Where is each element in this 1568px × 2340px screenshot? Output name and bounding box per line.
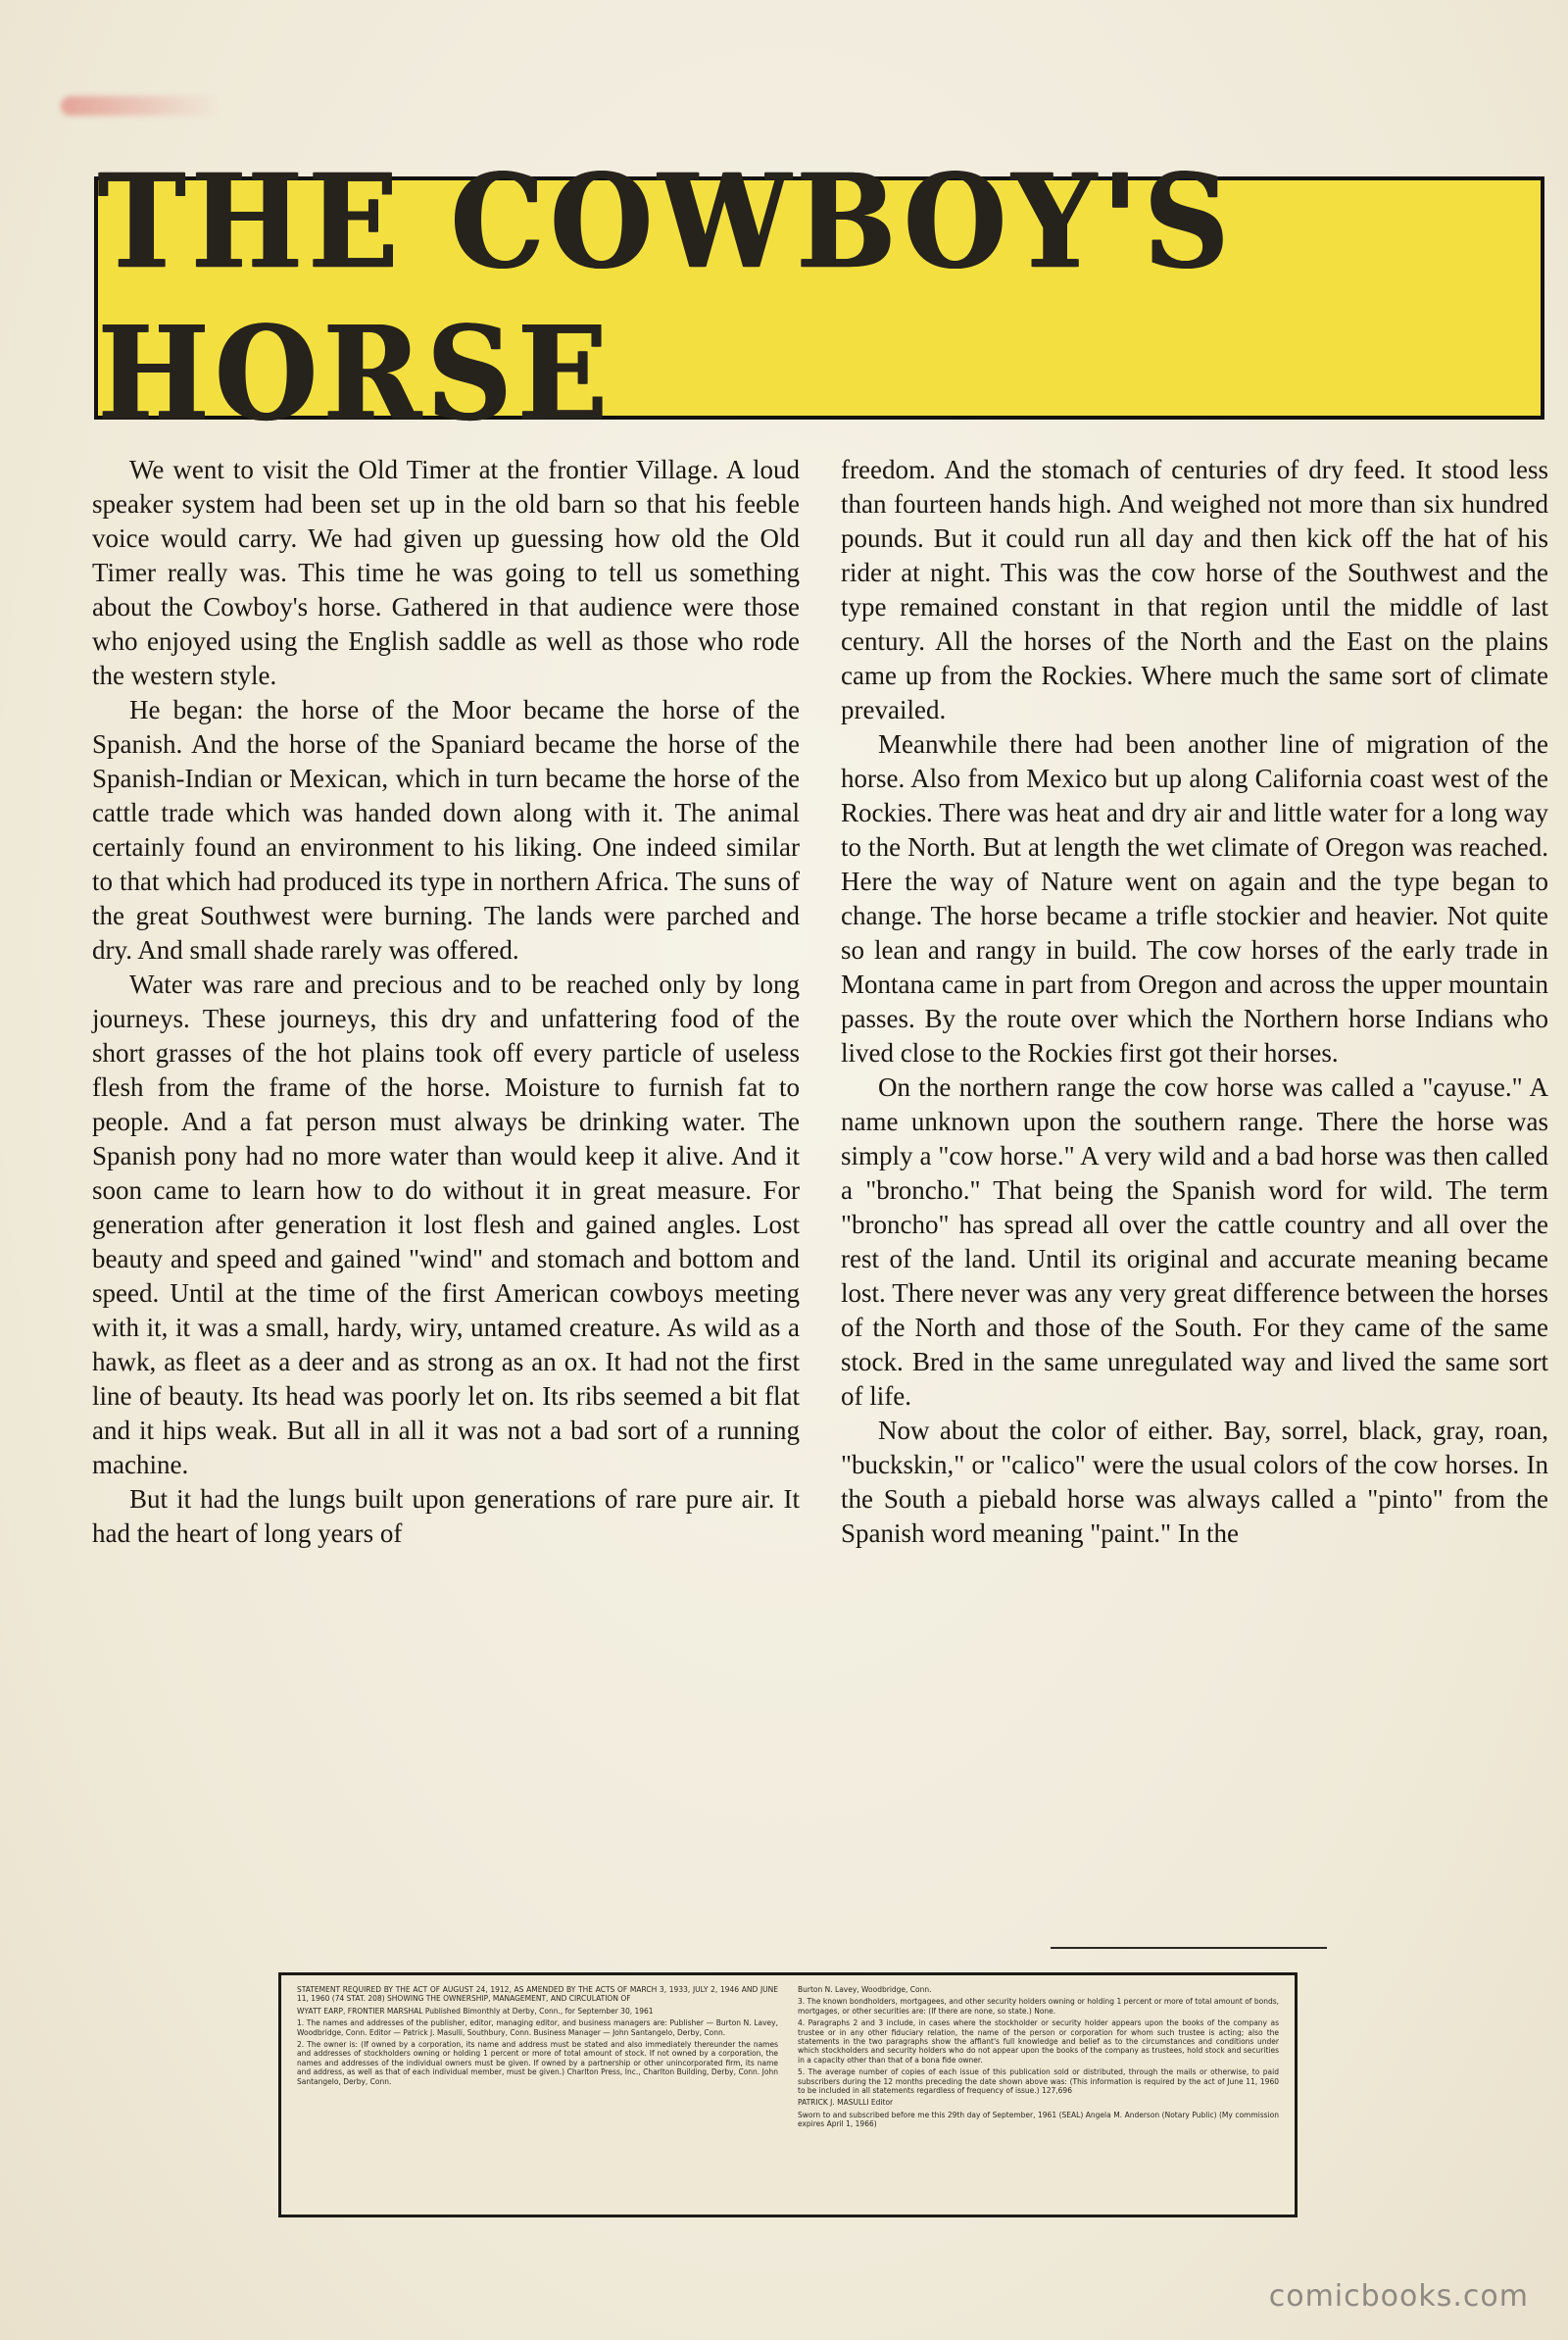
paragraph: Now about the color of either. Bay, sorrel, black, gray, roan, "buckskin," or "calico" were the usual colors of the cow horses. In the South a piebald horse was always called a "pinto" from the Spanish word meaning "paint." In the [841, 1416, 1548, 1548]
paragraph: We went to visit the Old Timer at the frontier Village. A loud speaker system had been set up in the old barn so that his feeble voice would carry. We had given up guessing how old the Old Timer really was. This time he was going to tell us something about the Cowboy's horse. Gathered in that audience were those who enjoyed using the English saddle as well as those who rode the western style. [92, 455, 800, 690]
title-banner [94, 145, 1544, 451]
ownership-statement-box [278, 1972, 1298, 2217]
paragraph: freedom. And the stomach of centuries of dry feed. It stood less than fourteen hands high. And weighed not more than six hundred pounds. But it could run all day and then kick off the hat of his rider at night. This was the cow horse of the Southwest and the type remained constant in that region until the middle of last century. All the horses of the North and the East on the plains came up from the Rockies. Where much the same sort of climate prevailed. [841, 455, 1548, 724]
paragraph: Meanwhile there had been another line of migration of the horse. Also from Mexico but up along California coast west of the Rockies. There was heat and dry air and little water for a long way to the North. But at length the wet climate of Oregon was reached. Here the way of Nature went on again and the type began to change. The horse became a trifle stockier and heavier. Not quite so lean and rangy in build. The cow horses of the early trade in Montana came in part from Oregon and across the upper mountain passes. By the route over which the Northern horse Indians who lived close to the Rockies first got their horses. [841, 729, 1548, 1068]
statement-text: 5. The average number of copies of each issue of this publication sold or distributed, through the mails or otherwise, to paid subscribers during the 12 months preceding the date shown above was: (This information is required by the act of June 11, 1960 to be included in all statements regardless of frequency of issue.) 127,696 [798, 2067, 1279, 2096]
page-title: THE COWBOY'S HORSE [98, 145, 1235, 451]
end-rule-divider [1051, 1947, 1327, 1949]
statement-column-right [798, 1985, 1279, 2205]
statement-text: STATEMENT REQUIRED BY THE ACT OF AUGUST 24, 1912, AS AMENDED BY THE ACTS OF MARCH 3, 1933, JULY 2, 1946 AND JUNE 11, 1960 (74 STAT. 208) SHOWING THE OWNERSHIP, MANAGEMENT, AND CIRCULATION OF [297, 1985, 778, 2004]
paragraph: On the northern range the cow horse was called a "cayuse." A name unknown upon the southern range. There the horse was simply a "cow horse." A very wild and a bad horse was then called a "broncho." That being the Spanish word for wild. The term "broncho" has spread all over the cattle country and all over the rest of the land. Until its original and accurate meaning became lost. There never was any very great difference between the horses of the North and those of the South. For they came of the same stock. Bred in the same unregulated way and lived the same sort of life. [841, 1072, 1548, 1411]
statement-text: Burton N. Lavey, Woodbridge, Conn. [798, 1985, 932, 1994]
statement-column-left [297, 1985, 778, 2205]
statement-text: 4. Paragraphs 2 and 3 include, in cases where the stockholder or security holder appears upon the books of the company as trustee or in any other fiduciary relation, the name of the person or corporation for whom such trustee is acting; also the statements in the two paragraphs show the affiant's full knowledge and belief as to the circumstances and conditions under which stockholders and security holders who do not appear upon the books of the company as trustees, hold stock and securities in a capacity other than that of a bona fide owner. [798, 2018, 1279, 2065]
statement-text: WYATT EARP, FRONTIER MARSHAL Published Bimonthly at Derby, Conn., for September 30, 1961 [297, 2006, 654, 2016]
statement-text: 1. The names and addresses of the publisher, editor, managing editor, and business managers are: Publisher — Burton N. Lavey, Woodbridge, Conn. Editor — Patrick J. Masulli, Southbury, Conn. Business Manager — John Santangelo, Derby, Conn. [297, 2018, 778, 2037]
article-column-left [92, 453, 800, 1551]
statement-text: Sworn to and subscribed before me this 29th day of September, 1961 (SEAL) Angela M. Anderson (Notary Public) (My commission expires April 1, 1966) [798, 2110, 1279, 2129]
statement-text: 3. The known bondholders, mortgagees, and other security holders owning or holding 1 percent or more of total amount of bonds, mortgages, or other securities are: (If there are none, so state.) None. [798, 1997, 1279, 2016]
statement-text: PATRICK J. MASULLI Editor [798, 2098, 894, 2108]
print-smudge [61, 96, 237, 116]
statement-text: 2. The owner is: (If owned by a corporation, its name and address must be stated and also immediately thereunder the names and addresses of stockholders owning or holding 1 percent or more of total amount of stock. If not owned by a corporation, the names and addresses of the individual owners must be given. If owned by a partnership or other unincorporated firm, its name and address, as well as that of each individual member, must be given.) Charlton Press, Inc., Charlton Building, Derby, Conn. John Santangelo, Derby, Conn. [297, 2040, 778, 2086]
paragraph: Water was rare and precious and to be reached only by long journeys. These journeys, this dry and unfattering food of the short grasses of the hot plains took off every particle of useless flesh from the frame of the horse. Moisture to furnish fat to people. And a fat person must always be drinking water. The Spanish pony had no more water than would keep it alive. And it soon came to learn how to do without it in great measure. For generation after generation it lost flesh and gained angles. Lost beauty and speed and gained "wind" and stomach and bottom and speed. Until at the time of the first American cowboys meeting with it, it was a small, hardy, wiry, untamed creature. As wild as a hawk, as fleet as a deer and as strong as an ox. It had not the first line of beauty. Its head was poorly let on. Its ribs seemed a bit flat and it hips weak. But all in all it was not a bad sort of a running machine. [92, 970, 800, 1479]
paragraph: He began: the horse of the Moor became the horse of the Spanish. And the horse of the Spaniard became the horse of the Spanish-Indian or Mexican, which in turn became the horse of the cattle trade which was handed down along with it. The animal certainly found an environment to his liking. One indeed similar to that which had produced its type in northern Africa. The suns of the great Southwest were burning. The lands were parched and dry. And small shade rarely was offered. [92, 695, 800, 965]
article-column-right [841, 453, 1548, 1551]
paragraph: But it had the lungs built upon generations of rare pure air. It had the heart of long years of [92, 1484, 800, 1548]
site-watermark: comicbooks.com [1268, 2279, 1529, 2314]
